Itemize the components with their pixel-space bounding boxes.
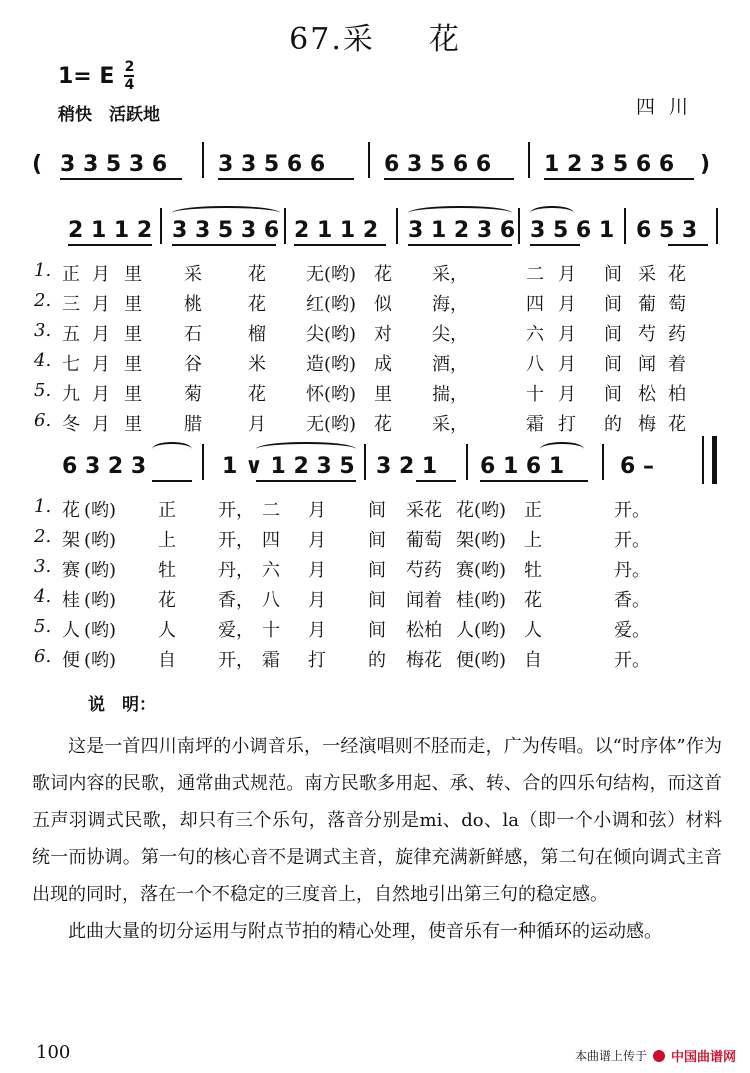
time-signature bbox=[124, 60, 134, 92]
lyric-syllable: 月 bbox=[92, 294, 110, 315]
lyric-syllable: 花 bbox=[248, 294, 266, 315]
lyric-syllable: (哟) bbox=[84, 560, 117, 581]
lyric-syllable: 怀(哟) bbox=[306, 384, 357, 405]
lyric-syllable: 月 bbox=[558, 294, 576, 315]
lyric-syllable: 牡 bbox=[158, 560, 176, 581]
lyric-syllable: 里 bbox=[124, 384, 142, 405]
lyric-syllable: 开， bbox=[218, 500, 254, 521]
lyric-syllable: 爱。 bbox=[614, 620, 650, 641]
final-barline bbox=[702, 436, 717, 484]
measure: 6 3 2 3 bbox=[62, 453, 147, 479]
lyric-syllable: 采 bbox=[638, 264, 656, 285]
lyric-syllable: 月 bbox=[308, 560, 326, 581]
lyric-syllable: 葡萄 bbox=[406, 530, 442, 551]
barline bbox=[284, 208, 286, 244]
lyric-syllable: 开。 bbox=[614, 500, 650, 521]
barline bbox=[202, 142, 204, 178]
underline bbox=[172, 244, 276, 246]
lyric-syllable: 芍 bbox=[638, 324, 656, 345]
lyric-syllable: 人 bbox=[62, 620, 80, 641]
verse-number: 2. bbox=[34, 290, 52, 311]
lyric-syllable: 米 bbox=[248, 354, 266, 375]
measure: 3 1 2 3 6 bbox=[408, 217, 516, 243]
lyric-syllable: 月 bbox=[92, 264, 110, 285]
lyric-syllable: 间 bbox=[368, 500, 386, 521]
lyric-syllable: 自 bbox=[158, 650, 176, 671]
lyric-syllable: 花 bbox=[668, 264, 686, 285]
lyric-syllable: 开， bbox=[218, 650, 254, 671]
barline bbox=[716, 208, 718, 244]
lyric-syllable: 葡 bbox=[638, 294, 656, 315]
notation-row-2 bbox=[32, 204, 722, 256]
lyric-syllable: 月 bbox=[558, 324, 576, 345]
lyric-syllable: 柏 bbox=[668, 384, 686, 405]
title-char-1: 采 bbox=[342, 22, 375, 57]
lyric-syllable: 闻 bbox=[638, 354, 656, 375]
lyric-syllable: 开， bbox=[218, 530, 254, 551]
lyric-syllable: 松 bbox=[638, 384, 656, 405]
lyric-syllable: (哟) bbox=[84, 500, 117, 521]
lyric-syllable: 间 bbox=[368, 620, 386, 641]
measure: 3 3 5 3 6 bbox=[60, 151, 168, 177]
lyric-syllable: 便 bbox=[62, 650, 80, 671]
lyric-syllable: 月 bbox=[92, 414, 110, 435]
lyric-syllable: 正 bbox=[524, 500, 542, 521]
notation-row-intro bbox=[32, 138, 722, 190]
lyric-syllable: (哟) bbox=[84, 650, 117, 671]
lyric-syllable: 自 bbox=[524, 650, 542, 671]
lyric-syllable: 花 bbox=[374, 264, 392, 285]
lyric-syllable: 桂 bbox=[62, 590, 80, 611]
lyric-syllable: 造(哟) bbox=[306, 354, 357, 375]
lyric-syllable: 里 bbox=[124, 264, 142, 285]
underline bbox=[668, 244, 708, 246]
lyric-syllable: 石 bbox=[184, 324, 202, 345]
measure: 6 3 5 6 6 bbox=[384, 151, 492, 177]
lyric-syllable: 月 bbox=[558, 354, 576, 375]
lyric-syllable: 月 bbox=[558, 384, 576, 405]
key-signature bbox=[58, 60, 134, 92]
lyric-syllable: 赛 bbox=[62, 560, 80, 581]
lyric-syllable: 架(哟) bbox=[456, 530, 507, 551]
verse-number: 3. bbox=[34, 556, 52, 577]
lyric-syllable: 花(哟) bbox=[456, 500, 507, 521]
key-text: 1= E bbox=[58, 63, 115, 89]
lyric-syllable: 里 bbox=[124, 324, 142, 345]
lyric-syllable: 月 bbox=[92, 354, 110, 375]
lyric-syllable: 尖(哟) bbox=[306, 324, 357, 345]
barline bbox=[364, 444, 366, 480]
lyric-syllable: 霜 bbox=[526, 414, 544, 435]
lyric-syllable: 桂(哟) bbox=[456, 590, 507, 611]
verse-number: 3. bbox=[34, 320, 52, 341]
lyric-syllable: 六 bbox=[526, 324, 544, 345]
lyric-syllable: 海， bbox=[432, 294, 468, 315]
lyric-syllable: 着 bbox=[668, 354, 686, 375]
lyric-syllable: 月 bbox=[308, 500, 326, 521]
lyric-syllable: 月 bbox=[248, 414, 266, 435]
lyric-syllable: 里 bbox=[124, 294, 142, 315]
lyric-syllable: 六 bbox=[262, 560, 280, 581]
lyric-syllable: 丹， bbox=[218, 560, 254, 581]
lyric-syllable: 花 bbox=[248, 384, 266, 405]
lyric-syllable: 正 bbox=[158, 500, 176, 521]
lyric-syllable: 芍药 bbox=[406, 560, 442, 581]
measure: 2 1 1 2 bbox=[294, 217, 379, 243]
song-number: 67. bbox=[289, 22, 343, 57]
lyric-syllable: 里 bbox=[374, 384, 392, 405]
footer-text: 本曲谱上传于 bbox=[574, 1049, 647, 1063]
slur bbox=[408, 206, 512, 220]
lyric-syllable: 桃 bbox=[184, 294, 202, 315]
underline bbox=[480, 480, 588, 482]
lyric-syllable: 打 bbox=[308, 650, 326, 671]
barline bbox=[396, 208, 398, 244]
lyric-syllable: 香， bbox=[218, 590, 254, 611]
tempo-marking: 稍快 活跃地 bbox=[58, 105, 160, 125]
barline bbox=[202, 444, 204, 480]
lyric-syllable: 香。 bbox=[614, 590, 650, 611]
lyric-syllable: 梅 bbox=[638, 414, 656, 435]
lyric-syllable: 松柏 bbox=[406, 620, 442, 641]
slur bbox=[530, 206, 574, 220]
lyric-syllable: (哟) bbox=[84, 620, 117, 641]
barline bbox=[518, 208, 520, 244]
lyric-syllable: 间 bbox=[604, 264, 622, 285]
lyric-syllable: 四 bbox=[526, 294, 544, 315]
lyric-syllable: 十 bbox=[526, 384, 544, 405]
barline bbox=[528, 142, 530, 178]
lyric-syllable: 梅花 bbox=[406, 650, 442, 671]
lyric-syllable: 花 bbox=[668, 414, 686, 435]
lyric-syllable: 月 bbox=[308, 590, 326, 611]
lyric-syllable: 揣， bbox=[432, 384, 468, 405]
measure: 1 2 3 5 6 6 bbox=[544, 151, 675, 177]
measure: 2 1 1 2 bbox=[68, 217, 153, 243]
lyric-syllable: 月 bbox=[92, 384, 110, 405]
lyric-syllable: 间 bbox=[604, 384, 622, 405]
lyric-syllable: 谷 bbox=[184, 354, 202, 375]
lyric-syllable: 里 bbox=[124, 414, 142, 435]
measure: 3 3 5 6 6 bbox=[218, 151, 326, 177]
lyric-syllable: 爱， bbox=[218, 620, 254, 641]
lyric-syllable: 间 bbox=[604, 324, 622, 345]
lyric-syllable: 花 bbox=[524, 590, 542, 611]
verse-number: 5. bbox=[34, 616, 52, 637]
lyric-syllable: 打 bbox=[558, 414, 576, 435]
lyrics-block-b bbox=[34, 496, 724, 676]
slur bbox=[172, 206, 280, 220]
lyric-syllable: 榴 bbox=[248, 324, 266, 345]
lyric-syllable: 月 bbox=[92, 324, 110, 345]
verse-number: 4. bbox=[34, 586, 52, 607]
lyric-syllable: 三 bbox=[62, 294, 80, 315]
notes-paragraph-1: 这是一首四川南坪的小调音乐，一经演唱则不胫而走，广为传唱。以“时序体”作为歌词内容的民歌，通常曲式规范。南方民歌多用起、承、转、合的四乐句结构，而这首五声羽调式民歌，却只有三个乐句，落音分别是mi、do、la（即一个小调和弦）材料统一而协调。第一句的核心音不是调式主音，旋律充满新鲜感，第二句在倾向调式主音出现的同时，落在一个不稳定的三度音上，自然地引出第三句的稳定感。 bbox=[32, 736, 722, 905]
verse-number: 4. bbox=[34, 350, 52, 371]
lyric-syllable: 牡 bbox=[524, 560, 542, 581]
site-logo-icon bbox=[653, 1050, 665, 1062]
lyric-syllable: 人 bbox=[158, 620, 176, 641]
lyric-syllable: 正 bbox=[62, 264, 80, 285]
region-label: 四川 bbox=[636, 96, 703, 118]
lyrics-block-a bbox=[34, 260, 724, 440]
title-char-2: 花 bbox=[428, 22, 461, 57]
lyric-syllable: 人 bbox=[524, 620, 542, 641]
underline bbox=[60, 178, 182, 180]
lyric-syllable: 开。 bbox=[614, 650, 650, 671]
underline bbox=[152, 480, 192, 482]
underline bbox=[384, 178, 514, 180]
lyric-syllable: 便(哟) bbox=[456, 650, 507, 671]
page-number: 100 bbox=[36, 1042, 71, 1063]
notes-heading: 说 明： bbox=[88, 695, 156, 715]
lyric-syllable: 八 bbox=[262, 590, 280, 611]
verse-number: 6. bbox=[34, 410, 52, 431]
lyric-syllable: 上 bbox=[524, 530, 542, 551]
lyric-syllable: 间 bbox=[368, 530, 386, 551]
lyric-syllable: 尖， bbox=[432, 324, 468, 345]
verse-number: 1. bbox=[34, 496, 52, 517]
lyric-syllable: 成 bbox=[374, 354, 392, 375]
lyric-syllable: 九 bbox=[62, 384, 80, 405]
lyric-syllable: (哟) bbox=[84, 530, 117, 551]
footer-credit bbox=[575, 1046, 736, 1065]
close-paren: ) bbox=[700, 151, 711, 177]
lyric-syllable: 霜 bbox=[262, 650, 280, 671]
footer-brand: 中国曲谱网 bbox=[670, 1050, 736, 1065]
lyric-syllable: 七 bbox=[62, 354, 80, 375]
verse-number: 1. bbox=[34, 260, 52, 281]
lyric-syllable: 间 bbox=[604, 354, 622, 375]
lyric-syllable: 人(哟) bbox=[456, 620, 507, 641]
lyric-syllable: 花 bbox=[374, 414, 392, 435]
lyric-syllable: 里 bbox=[124, 354, 142, 375]
lyric-syllable: 冬 bbox=[62, 414, 80, 435]
lyric-syllable: 药 bbox=[668, 324, 686, 345]
slur bbox=[152, 442, 192, 456]
lyric-syllable: 丹。 bbox=[614, 560, 650, 581]
lyric-syllable: 间 bbox=[368, 560, 386, 581]
lyric-syllable: (哟) bbox=[84, 590, 117, 611]
lyric-syllable: 腊 bbox=[184, 414, 202, 435]
lyric-syllable: 二 bbox=[262, 500, 280, 521]
measure: 6 1 6 1 bbox=[480, 453, 565, 479]
lyric-syllable: 五 bbox=[62, 324, 80, 345]
time-bottom: 4 bbox=[124, 77, 135, 93]
lyric-syllable: 花 bbox=[248, 264, 266, 285]
underline bbox=[544, 178, 694, 180]
lyric-syllable: 酒， bbox=[432, 354, 468, 375]
lyric-syllable: 无(哟) bbox=[306, 414, 357, 435]
verse-number: 6. bbox=[34, 646, 52, 667]
lyric-syllable: 八 bbox=[526, 354, 544, 375]
barline bbox=[602, 444, 604, 480]
verse-number: 2. bbox=[34, 526, 52, 547]
lyric-syllable: 采花 bbox=[406, 500, 442, 521]
underline bbox=[416, 480, 456, 482]
lyric-syllable: 无(哟) bbox=[306, 264, 357, 285]
lyric-syllable: 四 bbox=[262, 530, 280, 551]
underline bbox=[408, 244, 512, 246]
underline bbox=[218, 178, 354, 180]
notation-row-3 bbox=[32, 440, 722, 492]
time-top: 2 bbox=[124, 59, 135, 75]
measure: 6 – bbox=[620, 453, 654, 479]
barline bbox=[624, 208, 626, 244]
measure: 3 3 5 3 6 bbox=[172, 217, 280, 243]
lyric-syllable: 间 bbox=[368, 590, 386, 611]
underline bbox=[294, 244, 386, 246]
lyric-syllable: 红(哟) bbox=[306, 294, 357, 315]
lyric-syllable: 架 bbox=[62, 530, 80, 551]
barline bbox=[368, 142, 370, 178]
notes-paragraph-2: 此曲大量的切分运用与附点节拍的精心处理，使音乐有一种循环的运动感。 bbox=[68, 921, 662, 942]
underline bbox=[530, 244, 580, 246]
lyric-syllable: 萄 bbox=[668, 294, 686, 315]
page-title bbox=[0, 14, 750, 58]
notes-body bbox=[32, 728, 722, 950]
lyric-syllable: 采， bbox=[432, 264, 468, 285]
lyric-syllable: 赛(哟) bbox=[456, 560, 507, 581]
lyric-syllable: 上 bbox=[158, 530, 176, 551]
lyric-syllable: 月 bbox=[558, 264, 576, 285]
lyric-syllable: 菊 bbox=[184, 384, 202, 405]
lyric-syllable: 花 bbox=[158, 590, 176, 611]
slur bbox=[540, 442, 584, 456]
lyric-syllable: 采， bbox=[432, 414, 468, 435]
barline bbox=[466, 444, 468, 480]
lyric-syllable: 的 bbox=[368, 650, 386, 671]
lyric-syllable: 的 bbox=[604, 414, 622, 435]
lyric-syllable: 月 bbox=[308, 620, 326, 641]
slur bbox=[256, 442, 356, 456]
underline bbox=[68, 244, 152, 246]
lyric-syllable: 采 bbox=[184, 264, 202, 285]
lyric-syllable: 二 bbox=[526, 264, 544, 285]
lyric-syllable: 间 bbox=[604, 294, 622, 315]
lyric-syllable: 对 bbox=[374, 324, 392, 345]
measure: 6 5 3 bbox=[636, 217, 698, 243]
barline bbox=[160, 208, 162, 244]
lyric-syllable: 开。 bbox=[614, 530, 650, 551]
lyric-syllable: 十 bbox=[262, 620, 280, 641]
underline bbox=[256, 480, 356, 482]
lyric-syllable: 闻着 bbox=[406, 590, 442, 611]
lyric-syllable: 似 bbox=[374, 294, 392, 315]
lyric-syllable: 花 bbox=[62, 500, 80, 521]
open-paren: ( bbox=[32, 151, 43, 177]
verse-number: 5. bbox=[34, 380, 52, 401]
measure: 3 2 1 bbox=[376, 453, 438, 479]
measure: 3 5 6 1 bbox=[530, 217, 615, 243]
lyric-syllable: 月 bbox=[308, 530, 326, 551]
measure: 1 ∨ 1 2 3 5 bbox=[222, 453, 355, 479]
